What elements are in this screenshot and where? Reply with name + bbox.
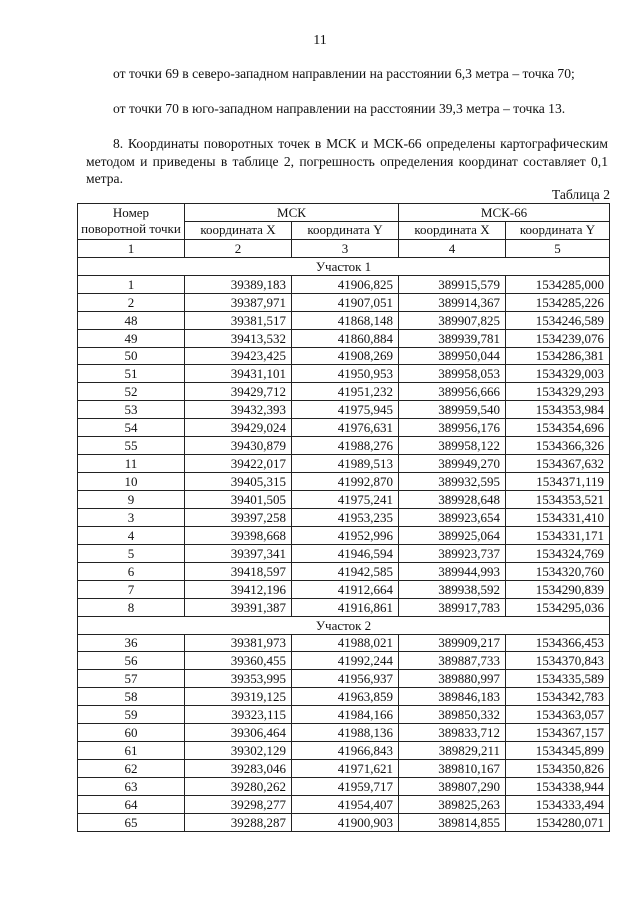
cell-msk-y: 41906,825 (292, 275, 399, 293)
cell-msk-y: 41900,903 (292, 813, 399, 831)
cell-msk66-x: 389958,122 (399, 437, 506, 455)
cell-msk66-x: 389928,648 (399, 491, 506, 509)
cell-msk66-y: 1534367,632 (506, 455, 610, 473)
cell-msk-y: 41963,859 (292, 688, 399, 706)
cell-msk-x: 39405,315 (185, 473, 292, 491)
cell-msk66-y: 1534286,381 (506, 347, 610, 365)
cell-point-number: 57 (78, 670, 185, 688)
section-title: Участок 1 (78, 257, 610, 275)
cell-point-number: 50 (78, 347, 185, 365)
cell-msk66-y: 1534329,003 (506, 365, 610, 383)
section-title: Участок 2 (78, 616, 610, 634)
cell-msk-y: 41912,664 (292, 580, 399, 598)
header-msk-x: координата X (185, 221, 292, 239)
cell-msk-x: 39401,505 (185, 491, 292, 509)
cell-msk-y: 41976,631 (292, 419, 399, 437)
cell-msk66-y: 1534329,293 (506, 383, 610, 401)
cell-msk66-x: 389914,367 (399, 293, 506, 311)
cell-msk66-y: 1534338,944 (506, 778, 610, 796)
cell-msk-x: 39413,532 (185, 329, 292, 347)
cell-msk-y: 41956,937 (292, 670, 399, 688)
cell-msk66-x: 389950,044 (399, 347, 506, 365)
header-msk66: МСК-66 (399, 204, 610, 222)
paragraph-point-70: от точки 70 в юго-западном направлении на расстоянии 39,3 метра – точка 13. (113, 101, 566, 116)
cell-msk-x: 39432,393 (185, 401, 292, 419)
table-row (78, 670, 610, 688)
cell-msk-y: 41971,621 (292, 760, 399, 778)
cell-msk66-y: 1534345,899 (506, 742, 610, 760)
cell-msk-y: 41992,870 (292, 473, 399, 491)
cell-msk-x: 39360,455 (185, 652, 292, 670)
cell-msk66-x: 389956,666 (399, 383, 506, 401)
page-number: 11 (313, 33, 327, 48)
cell-msk66-x: 389923,654 (399, 508, 506, 526)
table-row (78, 419, 610, 437)
table-row (78, 742, 610, 760)
cell-msk-x: 39391,387 (185, 598, 292, 616)
cell-point-number: 5 (78, 544, 185, 562)
cell-point-number: 10 (78, 473, 185, 491)
cell-msk66-y: 1534331,171 (506, 526, 610, 544)
header-msk66-x: координата X (399, 221, 506, 239)
cell-point-number: 56 (78, 652, 185, 670)
cell-msk66-y: 1534320,760 (506, 562, 610, 580)
cell-point-number: 48 (78, 311, 185, 329)
cell-msk66-x: 389807,290 (399, 778, 506, 796)
cell-point-number: 59 (78, 706, 185, 724)
table-row (78, 706, 610, 724)
table-row (78, 724, 610, 742)
cell-point-number: 65 (78, 813, 185, 831)
cell-point-number: 61 (78, 742, 185, 760)
cell-msk66-y: 1534285,226 (506, 293, 610, 311)
cell-msk-y: 41907,051 (292, 293, 399, 311)
cell-point-number: 62 (78, 760, 185, 778)
cell-msk66-y: 1534366,453 (506, 634, 610, 652)
cell-msk66-x: 389949,270 (399, 455, 506, 473)
cell-msk-y: 41952,996 (292, 526, 399, 544)
cell-msk-x: 39283,046 (185, 760, 292, 778)
cell-msk66-x: 389907,825 (399, 311, 506, 329)
table-row (78, 275, 610, 293)
cell-msk-x: 39429,024 (185, 419, 292, 437)
cell-msk-x: 39298,277 (185, 795, 292, 813)
table-row (78, 652, 610, 670)
table-row (78, 329, 610, 347)
cell-msk-x: 39389,183 (185, 275, 292, 293)
cell-msk-x: 39422,017 (185, 455, 292, 473)
cell-msk-x: 39423,425 (185, 347, 292, 365)
cell-msk66-x: 389944,993 (399, 562, 506, 580)
cell-msk-y: 41953,235 (292, 508, 399, 526)
cell-msk66-y: 1534342,783 (506, 688, 610, 706)
cell-msk-x: 39288,287 (185, 813, 292, 831)
cell-msk-x: 39381,973 (185, 634, 292, 652)
header-point-number: Номер поворотной точки (78, 204, 185, 240)
table-body (78, 257, 610, 831)
cell-msk-x: 39430,879 (185, 437, 292, 455)
cell-point-number: 7 (78, 580, 185, 598)
cell-msk-y: 41966,843 (292, 742, 399, 760)
table-row (78, 455, 610, 473)
table-row (78, 401, 610, 419)
cell-msk66-y: 1534354,696 (506, 419, 610, 437)
table-row (78, 813, 610, 831)
cell-msk66-x: 389887,733 (399, 652, 506, 670)
table-row (78, 580, 610, 598)
table-row (78, 437, 610, 455)
cell-msk66-x: 389829,211 (399, 742, 506, 760)
cell-msk-x: 39306,464 (185, 724, 292, 742)
cell-point-number: 9 (78, 491, 185, 509)
cell-point-number: 52 (78, 383, 185, 401)
cell-msk-y: 41942,585 (292, 562, 399, 580)
cell-msk-x: 39323,115 (185, 706, 292, 724)
cell-msk-x: 39302,129 (185, 742, 292, 760)
cell-point-number: 36 (78, 634, 185, 652)
cell-msk-x: 39381,517 (185, 311, 292, 329)
cell-msk66-y: 1534324,769 (506, 544, 610, 562)
cell-msk66-x: 389917,783 (399, 598, 506, 616)
cell-msk66-x: 389909,217 (399, 634, 506, 652)
cell-msk66-x: 389925,064 (399, 526, 506, 544)
cell-point-number: 49 (78, 329, 185, 347)
cell-point-number: 51 (78, 365, 185, 383)
cell-msk-y: 41868,148 (292, 311, 399, 329)
header-msk-y: координата Y (292, 221, 399, 239)
cell-msk66-y: 1534285,000 (506, 275, 610, 293)
cell-msk-y: 41946,594 (292, 544, 399, 562)
cell-point-number: 58 (78, 688, 185, 706)
table-row (78, 795, 610, 813)
cell-msk66-x: 389833,712 (399, 724, 506, 742)
column-number: 4 (399, 239, 506, 257)
cell-msk-y: 41988,021 (292, 634, 399, 652)
coordinates-table (77, 203, 610, 832)
cell-msk66-y: 1534353,521 (506, 491, 610, 509)
cell-msk-x: 39412,196 (185, 580, 292, 598)
column-number: 1 (78, 239, 185, 257)
cell-point-number: 4 (78, 526, 185, 544)
cell-msk-x: 39397,258 (185, 508, 292, 526)
table-row (78, 311, 610, 329)
cell-msk66-y: 1534331,410 (506, 508, 610, 526)
cell-msk66-x: 389959,540 (399, 401, 506, 419)
cell-msk-x: 39387,971 (185, 293, 292, 311)
column-number: 5 (506, 239, 610, 257)
table-row (78, 778, 610, 796)
section-row (78, 616, 610, 634)
table-caption: Таблица 2 (551, 187, 610, 202)
paragraph-point-69: от точки 69 в северо-западном направлении на расстоянии 6,3 метра – точка 70; (113, 66, 575, 81)
table-row (78, 598, 610, 616)
cell-msk-y: 41916,861 (292, 598, 399, 616)
paragraph-coordinates: 8. Координаты поворотных точек в МСК и МСК-66 определены картографическим методом и приведены в таблице 2, погрешность определения координат составляет 0,1 метра. (86, 136, 608, 186)
table-row (78, 562, 610, 580)
table-row (78, 688, 610, 706)
cell-msk66-y: 1534246,589 (506, 311, 610, 329)
table-row (78, 383, 610, 401)
header-msk66-y: координата Y (506, 221, 610, 239)
cell-msk66-y: 1534239,076 (506, 329, 610, 347)
cell-msk66-x: 389846,183 (399, 688, 506, 706)
cell-msk66-x: 389825,263 (399, 795, 506, 813)
cell-msk66-y: 1534335,589 (506, 670, 610, 688)
table-row (78, 508, 610, 526)
cell-msk66-y: 1534280,071 (506, 813, 610, 831)
table-row (78, 293, 610, 311)
cell-msk-y: 41984,166 (292, 706, 399, 724)
cell-msk-y: 41988,276 (292, 437, 399, 455)
cell-msk-y: 41860,884 (292, 329, 399, 347)
cell-msk-x: 39418,597 (185, 562, 292, 580)
cell-point-number: 1 (78, 275, 185, 293)
cell-msk-y: 41954,407 (292, 795, 399, 813)
cell-msk66-x: 389915,579 (399, 275, 506, 293)
cell-msk66-x: 389956,176 (399, 419, 506, 437)
column-number: 3 (292, 239, 399, 257)
table-row (78, 347, 610, 365)
cell-point-number: 53 (78, 401, 185, 419)
cell-msk66-x: 389932,595 (399, 473, 506, 491)
cell-msk66-y: 1534366,326 (506, 437, 610, 455)
cell-msk-x: 39398,668 (185, 526, 292, 544)
table-row (78, 544, 610, 562)
cell-msk66-x: 389938,592 (399, 580, 506, 598)
cell-msk-y: 41951,232 (292, 383, 399, 401)
cell-msk66-x: 389850,332 (399, 706, 506, 724)
cell-msk-y: 41975,241 (292, 491, 399, 509)
cell-point-number: 11 (78, 455, 185, 473)
cell-msk66-y: 1534371,119 (506, 473, 610, 491)
cell-msk66-x: 389923,737 (399, 544, 506, 562)
header-msk: МСК (185, 204, 399, 222)
cell-point-number: 54 (78, 419, 185, 437)
cell-msk66-x: 389939,781 (399, 329, 506, 347)
cell-point-number: 63 (78, 778, 185, 796)
cell-msk66-x: 389810,167 (399, 760, 506, 778)
cell-point-number: 3 (78, 508, 185, 526)
cell-msk66-y: 1534295,036 (506, 598, 610, 616)
table-row (78, 526, 610, 544)
cell-point-number: 6 (78, 562, 185, 580)
cell-msk-y: 41908,269 (292, 347, 399, 365)
cell-msk-x: 39429,712 (185, 383, 292, 401)
cell-msk66-y: 1534350,826 (506, 760, 610, 778)
cell-msk66-x: 389814,855 (399, 813, 506, 831)
cell-msk-y: 41975,945 (292, 401, 399, 419)
cell-msk66-x: 389880,997 (399, 670, 506, 688)
cell-msk-y: 41959,717 (292, 778, 399, 796)
cell-msk-x: 39431,101 (185, 365, 292, 383)
cell-point-number: 64 (78, 795, 185, 813)
table-row (78, 634, 610, 652)
cell-msk66-y: 1534290,839 (506, 580, 610, 598)
cell-point-number: 55 (78, 437, 185, 455)
cell-point-number: 2 (78, 293, 185, 311)
cell-msk-y: 41989,513 (292, 455, 399, 473)
cell-msk66-y: 1534370,843 (506, 652, 610, 670)
cell-msk-y: 41950,953 (292, 365, 399, 383)
table-row (78, 491, 610, 509)
cell-msk-x: 39353,995 (185, 670, 292, 688)
cell-msk66-y: 1534353,984 (506, 401, 610, 419)
table-row (78, 473, 610, 491)
section-row (78, 257, 610, 275)
table-row (78, 760, 610, 778)
table-row (78, 365, 610, 383)
cell-msk-x: 39319,125 (185, 688, 292, 706)
cell-msk66-y: 1534363,057 (506, 706, 610, 724)
cell-msk66-y: 1534367,157 (506, 724, 610, 742)
cell-msk66-y: 1534333,494 (506, 795, 610, 813)
cell-msk-x: 39280,262 (185, 778, 292, 796)
cell-msk-y: 41992,244 (292, 652, 399, 670)
column-number: 2 (185, 239, 292, 257)
cell-msk-y: 41988,136 (292, 724, 399, 742)
cell-point-number: 60 (78, 724, 185, 742)
cell-point-number: 8 (78, 598, 185, 616)
cell-msk66-x: 389958,053 (399, 365, 506, 383)
cell-msk-x: 39397,341 (185, 544, 292, 562)
